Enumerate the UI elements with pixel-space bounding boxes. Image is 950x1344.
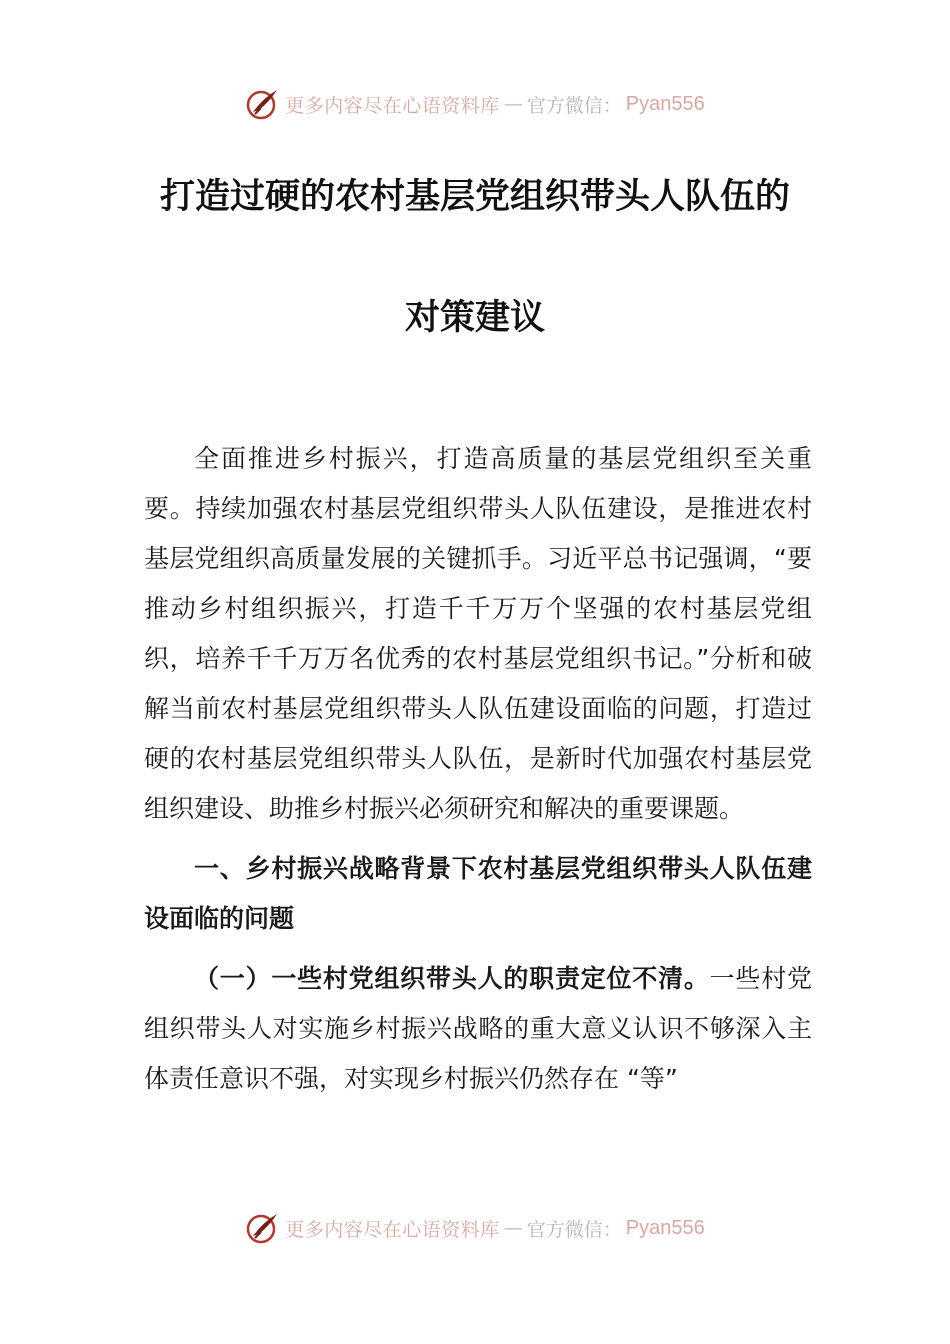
watermark-site-text: 更多内容尽在心语资料库 <box>285 94 500 117</box>
subsection-paragraph <box>144 954 812 1104</box>
watermark-site-text: 更多内容尽在心语资料库 <box>285 1218 500 1241</box>
watermark-wechat-id: Pyan556 <box>625 1216 705 1239</box>
header-watermark <box>0 86 950 122</box>
subsection-heading: （一）一些村党组织带头人的职责定位不清。 <box>194 964 710 993</box>
footer-watermark <box>0 1210 950 1246</box>
quill-pen-logo-icon <box>245 1210 281 1246</box>
section-heading: 一、乡村振兴战略背景下农村基层党组织带头人队伍建设面临的问题 <box>144 854 812 933</box>
document-title-line1: 打造过硬的农村基层党组织带头人队伍的 <box>159 177 790 217</box>
intro-paragraph: 全面推进乡村振兴，打造高质量的基层党组织至关重要。持续加强农村基层党组织带头人队伍建设，是推进农村基层党组织高质量发展的关键抓手。习近平总书记强调，“要推动乡村组织振兴，打造千千万万个坚强的农村基层党组织，培养千千万万名优秀的农村基层党组织书记。”分析和破解当前农村基层党组织带头人队伍建设面临的问题，打造过硬的农村基层党组织带头人队伍，是新时代加强农村基层党组织建设、助推乡村振兴必须研究和解决的重要课题。 <box>144 444 812 823</box>
watermark-dash: — <box>503 93 523 115</box>
watermark-wechat-id: Pyan556 <box>625 92 705 115</box>
watermark-wechat-label: 官方微信： <box>526 1218 622 1241</box>
quill-pen-logo-icon <box>245 86 281 122</box>
document-title-line2: 对策建议 <box>404 298 545 338</box>
subsection-text: 一些村党组织带头人对实施乡村振兴战略的重大意义认识不够深入主体责任意识不强，对实现乡村振兴仍然存在 “等” <box>144 964 812 1093</box>
watermark-wechat-label: 官方微信： <box>526 94 622 117</box>
watermark-dash: — <box>503 1217 523 1239</box>
document-body <box>144 434 812 1104</box>
